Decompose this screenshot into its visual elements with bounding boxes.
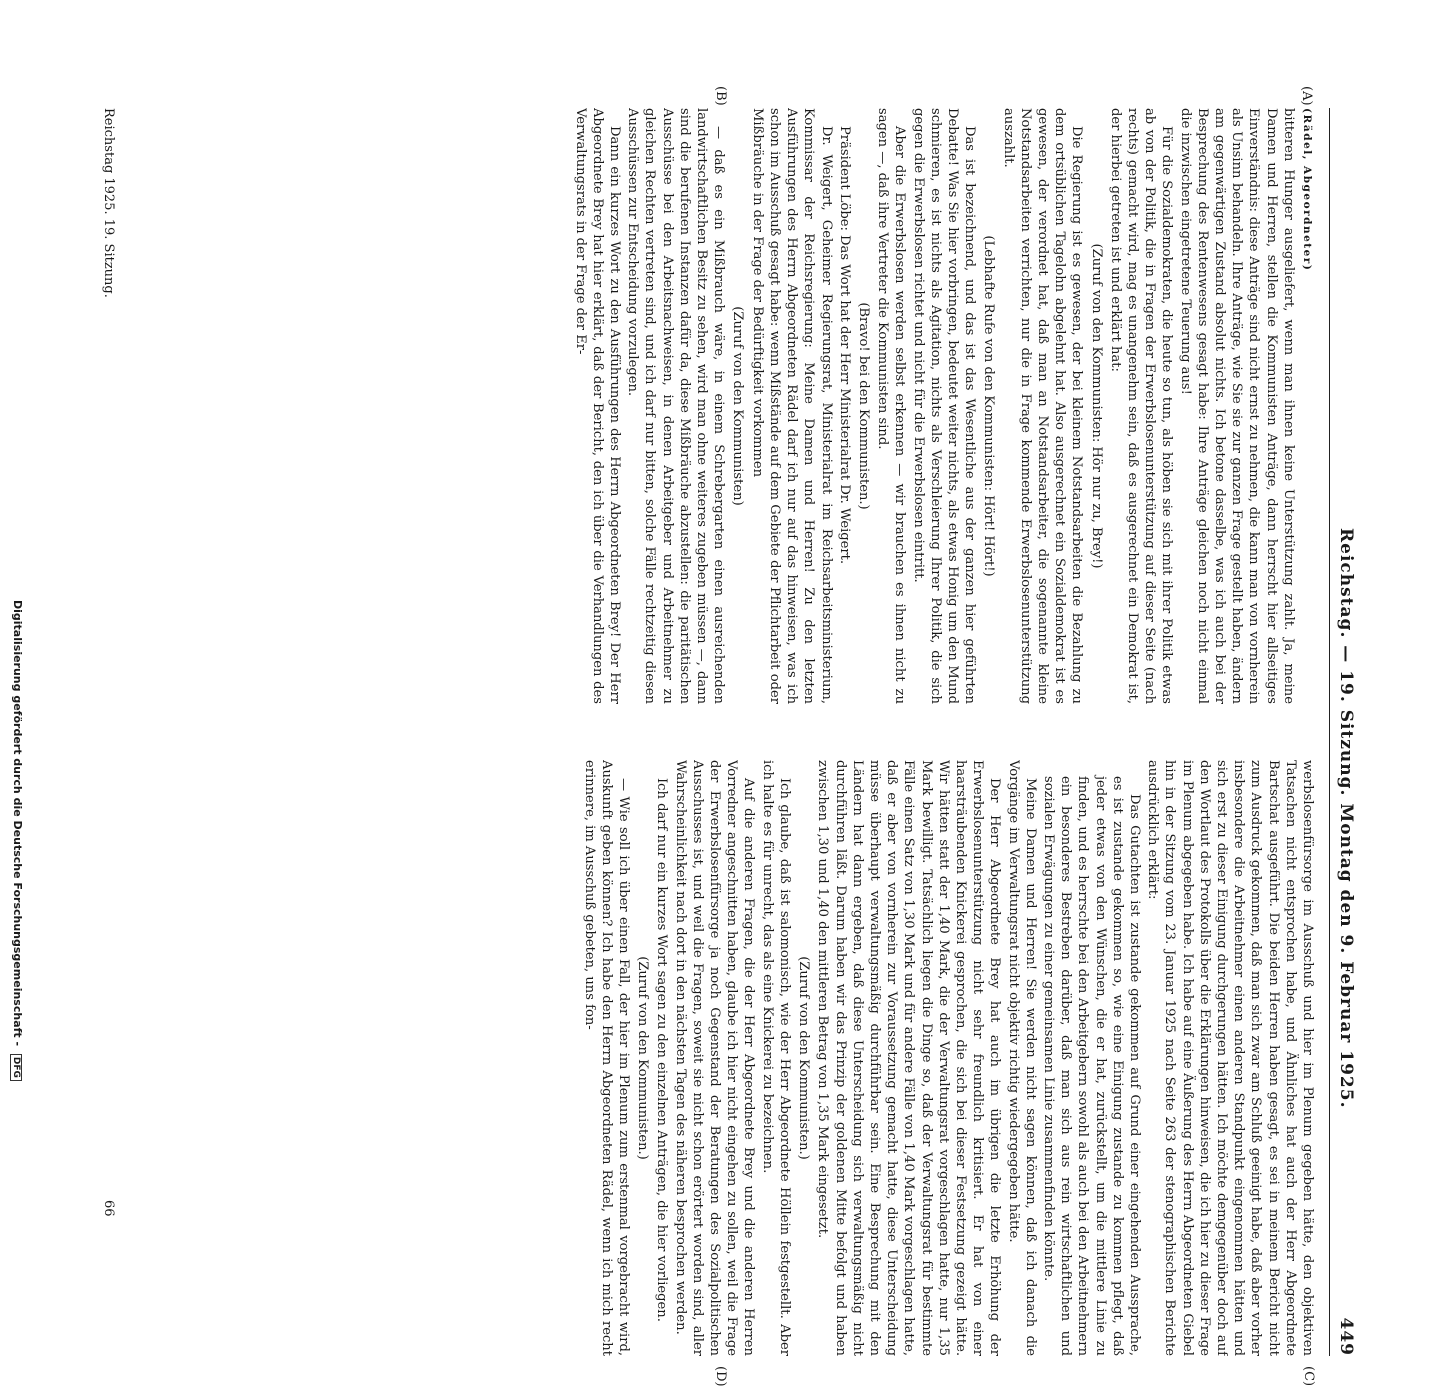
paragraph: Das ist bezeichnend, und das ist das Wesentliche aus der ganzen hier geführten Debatte! Was Sie hier vorbringen, bedeutet weiter nichts, als etwas Honig um den Mund schmieren, es ist nichts als Agitation, nichts als Verschleierung Ihrer Politik, die sich gegen die Erwerbslosen richtet und nicht für die Erwerbslosen eintritt. [910, 108, 978, 704]
interjection: (Zuruf von den Kommunisten.) [796, 956, 812, 1160]
right-column [316, 760, 1316, 1356]
paragraph: Präsident Löbe: Das Wort hat der Herr Ministerialrat Dr. Weigert. [836, 126, 852, 565]
paragraph: Der Herr Abgeordnete Brey hat auch im übrigen die letzte Erhöhung der Erwerbslosenunterstützung nicht sehr freundlich kritisiert. Er hat von einer haarsträubenden Knickerei gesprochen, die sich bei dieser Festsetzung gezeigt hätte. Wir hätten statt der 1,40 Mark, die der Verwaltungsrat vorgeschlagen hatte, nur 1,35 Mark bewilligt. Tatsächlich liegen die Dinge so, daß der Verwaltungsrat für bestimmte Fälle einen Satz von 1,30 Mark und für andere Fälle von 1,40 Mark vorgeschlagen hatte, daß er aber von vornherein zur Voraussetzung gemacht hatte, diese Unterscheidung müsse überhaupt verwaltungsmäßig durchführbar sein. Eine Besprechung mit den Ländern hat dann ergeben, daß diese Unterscheidung sich verwaltungsmäßig nicht durchführen läßt. Darum haben wir das Prinzip der goldenen Mitte befolgt und haben zwischen 1,30 und 1,40 den mittleren Betrag von 1,35 Mark eingesetzt. [815, 760, 1003, 1356]
margin-letter-a: (A) [1299, 86, 1314, 106]
paragraph: werbslosenfürsorge im Ausschuß und hier im Plenum gegeben hätte, den objektiven Tatsachen nicht entsprochen habe, und Ähnliches hat auch der Herr Abgeordnete Bartschat ausgeführt. Die beiden Herren haben gesagt, es sei in meinem Bericht nicht zum Ausdruck gekommen, daß man sich zwar am Schluß geeinigt habe, daß aber vorher insbesondere die Arbeitnehmer einen anderen Standpunkt eingenommen hätten und sich erst zu dieser Einigung durchgerungen hätten. Ich möchte demgegenüber doch auf den Wortlaut des Protokolls über die Erklärungen hinweisen, die ich hier zu dieser Frage im Plenum abgegeben habe. Ich habe auf eine Äußerung des Herrn Abgeordneten Giebel hin in der Sitzung vom 23. Januar 1925 nach Seite 263 der stenographischen Berichte ausdrücklich erklärt: [1145, 760, 1315, 1356]
left-column [316, 108, 1316, 704]
margin-letter-c: (C) [1301, 1366, 1316, 1387]
interjection: (Bravo! bei den Kommunisten.) [855, 302, 871, 510]
paragraph: Ich glaube, daß ist salomonisch, wie der Herr Abgeordnete Höllein festgestellt. Aber ich halte es für unrecht, das als eine Knickerei zu bezeichnen. [759, 760, 792, 1356]
paragraph: Die Regierung ist es gewesen, der bei kleinem Notstandsarbeiten die Bezahlung zu dem ortsüblichen Tagelohn abgelehnt hat. Also ausgerechnet ein Sozialdemokrat ist es gewesen, der verordnet hat, daß man an Notstandsarbeiter, die sogenannte kleine Notstandsarbeiten verrichten, nur die in Frage kommende Erwerbslosenunterstützung auszahlt. [1000, 108, 1085, 704]
digitization-credit [10, 600, 24, 1081]
interjection: (Zuruf von den Kommunisten.) [635, 956, 651, 1160]
interjection: (Zuruf von den Kommunisten: Hör nur zu, Brey!) [1088, 243, 1104, 569]
footer-sheet-number: 66 [101, 1200, 116, 1217]
paragraph: Meine Damen und Herren! Sie werden nicht sagen können, daß ich danach die Vorgänge im Verwaltungsrat nicht objektiv richtig wiedergegeben hätte. [1005, 760, 1038, 1356]
speaker-line: (Rädel, Abgeordneter) [1301, 108, 1313, 272]
dfg-logo: DFG [10, 1054, 22, 1081]
paragraph: Dr. Weigert, Geheimer Regierungsrat, Ministerialrat im Reichsarbeitsministerium, Kommissar der Reichsregierung: Meine Damen und Herren! Zu den letzten Ausführungen des Herrn Abgeordneten Rädel darf ich nur auf das hinweisen, was ich schon im Ausschuß gesagt habe: wenn Mißstände auf dem Gebiete der Pflichtarbeit oder Mißbräuche in der Frage der Bedürftigkeit vorkommen [749, 108, 834, 704]
paragraph: Aber die Erwerbslosen werden selbst erkennen — wir brauchen es ihnen nicht zu sagen —, daß ihre Vertreter die Kommunisten sind. [875, 108, 908, 704]
paragraph: Dann ein kurzes Wort zu den Ausführungen des Herrn Abgeordneten Brey! Der Herr Abgeordnete Brey hat hier erklärt, daß der Bericht, den ich über die Verhandlungen des Verwaltungsrats in der Frage der Er- [572, 108, 623, 704]
paragraph: bitteren Hunger ausgeliefert, wenn man ihnen keine Unterstützung zahlt. Ja, meine Damen und Herren, stellen die Kommunisten Anträge, dann herrscht hier allseitiges Einverständnis: diese Anträge sind nicht ernst zu nehmen, die kann man von vornherein als Unsinn behandeln. Ihre Anträge, wie Sie sie zur ganzen Frage gestellt haben, ändern am gegenwärtigen Zustand absolut nichts. Ich betone dasselbe, was ich auch bei der Besprechung des Rentenwesens gesagt habe: Ihre Anträge gleichen noch nicht einmal die inzwischen eingetretene Teuerung aus! [1177, 108, 1296, 704]
interjection: (Lebhafte Rufe von den Kommunisten: Hört! Hört!) [981, 235, 997, 577]
paragraph: Auf die anderen Fragen, die der Herr Abgeordnete Brey und die anderen Herren Vorredner angeschnitten haben, glaube ich hier nicht eingehen zu sollen, weil die Frage der Erwerbslosenfürsorge ja noch Gegenstand der Beratungen des Sozialpolitischen Ausschusses ist, und weil die Fragen, soweit sie nicht schon erörtert worden sind, aller Wahrscheinlichkeit nach dort in den nächsten Tagen des näheren besprochen werden. [672, 760, 757, 1356]
paragraph: — daß es ein Mißbrauch wäre, in einem Schrebergarten einen ausreichenden landwirtschaftlichen Besitz zu sehen, wird man ohne weiteres zugeben müssen —, dann sind die berufenen Instanzen dafür da, diese Mißbräuche abzustellen: die paritätischen Ausschüsse bei den Arbeitsnachweisen, in denen Arbeitgeber und Arbeitnehmer zu gleichen Rechten vertreten sind, und ich darf nur bitten, solche Fälle rechtzeitig diesen Ausschüssen zur Entscheidung vorzulegen. [625, 108, 727, 704]
page-number: 449 [1336, 1317, 1356, 1356]
credit-text: Digitalisierung gefördert durch die Deutsche Forschungsgemeinschaft - [11, 600, 24, 1047]
margin-letter-d: (D) [713, 1366, 728, 1387]
margin-letter-b: (B) [713, 86, 728, 106]
header-title: Reichstag. — 19. Sitzung. Montag den 9. Februar 1925. [1336, 528, 1356, 1109]
quotation: Das Gutachten ist zustande gekommen auf Grund einer eingehenden Aussprache, es ist zustande gekommen so, wie eine Einigung zustande zu kommen pflegt, daß jeder etwas von den Wünschen, die er hat, zurückstellt, um die mittlere Linie zu finden, und es herrschte bei den Arbeitgebern sowohl als auch bei den Arbeitnehmern ein besonderes Bestreben darüber, daß man sich aus rein wirtschaftlichen und sozialen Erwägungen zu einer gemeinsamen Linie zusammenfinden könnte. [1040, 776, 1142, 1356]
paragraph: Für die Sozialdemokraten, die heute so tun, als höben sie sich mit ihrer Politik etwas ab von der Politik, die in Fragen der Erwerbslosenunterstützung auf dieser Seite (nach rechts) gemacht wird, mag es unangenehm sein, daß es ausgerechnet ein Demokrat ist, der hierbei getreten ist und erklärt hat: [1107, 108, 1175, 704]
paragraph: — Wie soll ich über einen Fall, der hier im Plenum zum erstenmal vorgebracht wird, Auskunft geben können? Ich habe den Herrn Abgeordneten Rädel, wenn ich mich recht erinnere, im Ausschuß gebeten, uns fon- [581, 760, 632, 1356]
footer-session: Reichstag 1925. 19. Sitzung. [101, 108, 116, 298]
interjection: (Zuruf von den Kommunisten) [730, 306, 746, 506]
paragraph: Ich darf nur ein kurzes Wort sagen zu den einzelnen Anträgen, die hier vorliegen. [654, 778, 670, 1322]
page-header [1329, 108, 1356, 1356]
